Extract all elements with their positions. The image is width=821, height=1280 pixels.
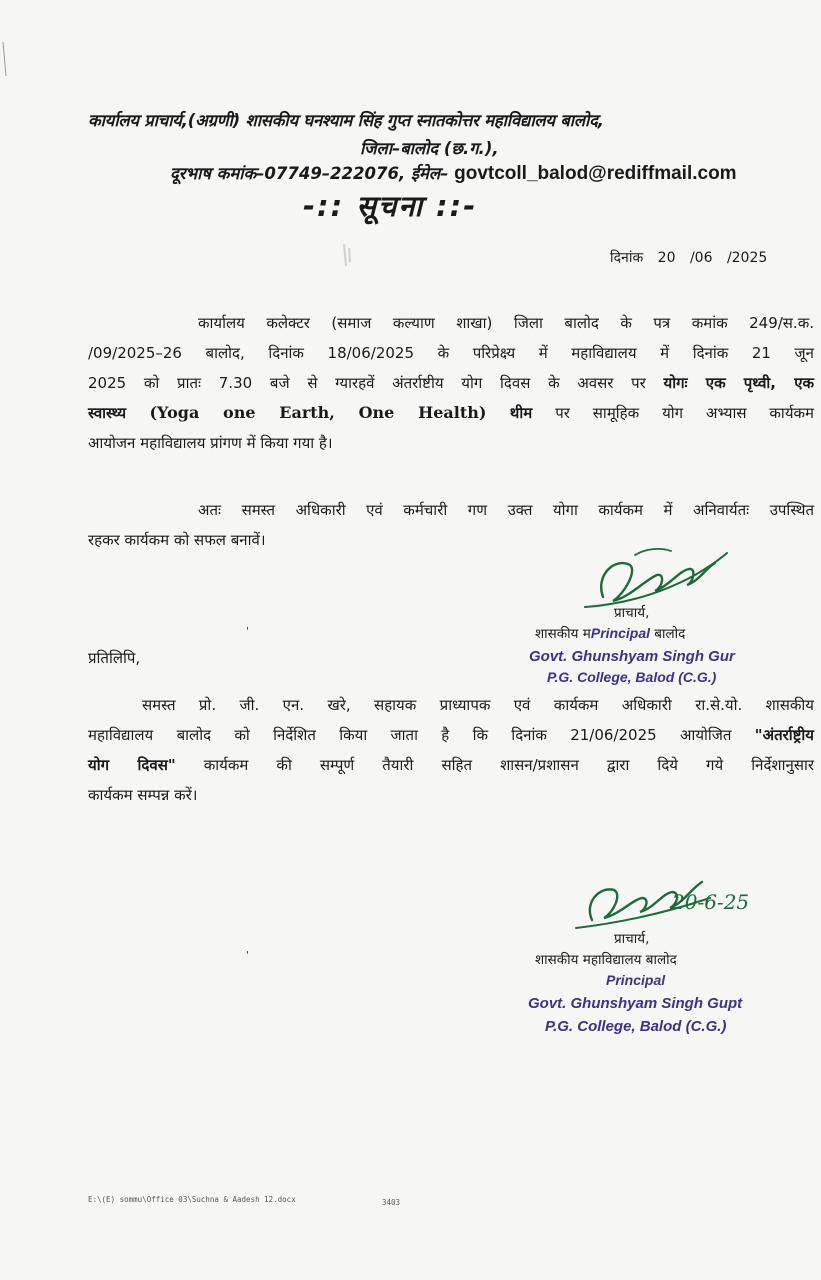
stray-mark: ' (246, 626, 249, 637)
corner-mark (0, 40, 12, 80)
para1-line: आयोजन महाविद्यालय प्रांगण में किया गया है। (88, 434, 333, 452)
para1-text: 2025 को प्रातः 7.30 बजे से ग्यारहवें अंतर्राष्टीय योग दिवस के अवसर पर (88, 374, 664, 392)
notice-date (610, 248, 767, 267)
copy-text: महाविद्यालय बालोद को निर्देशित किया जाता है कि दिनांक 21/06/2025 आयोजित (88, 726, 755, 744)
office-header-line1: कार्यालय प्राचार्य,(अग्रणी) शासकीय घनश्याम सिंह गुप्त स्नातकोत्तर महाविद्यालय बालोद, (88, 111, 604, 130)
yoga-day-bold: योग दिवस" (88, 756, 176, 774)
stamp-principal-1: Principal (590, 625, 651, 641)
copy-line: समस्त प्रो. जी. एन. खरे, सहायक प्राध्यापक एवं कार्यकम अधिकारी रा.से.यो. शासकीय (142, 696, 814, 714)
org-prefix: शासकीय म (535, 626, 591, 642)
signature2-org: शासकीय महाविद्यालय बालोद (535, 952, 677, 968)
yoga-theme-hindi-cont: स्वास्थ्य (88, 404, 150, 422)
stamp-line2-1: P.G. College, Balod (C.G.) (547, 669, 717, 685)
copy-line: कार्यकम सम्पन्न करें। (88, 786, 198, 804)
signature2-title: प्राचार्य, (614, 931, 650, 947)
para1-line: कार्यालय कलेक्टर (समाज कल्याण शाखा) जिला बालोद के पत्र कमांक 249/स.क. (198, 314, 814, 332)
copy-text: कार्यकम की सम्पूर्ण तैयारी सहित शासन/प्रशासन द्वारा दिये गये निर्देशानुसार (175, 756, 814, 774)
stray-mark: ' (246, 950, 249, 961)
office-header-line2: जिला–बालोद (छ.ग.), (360, 139, 499, 158)
para1-line (88, 368, 814, 398)
footer-page-number: 3403 (382, 1198, 401, 1207)
copy-paragraph (88, 690, 814, 810)
footer-file-path: E:\(E) sommu\Office 03\Suchna & Aadesh 12.docx (88, 1195, 296, 1204)
org-suffix: बालोद (650, 626, 686, 642)
date-label: दिनांक (610, 250, 644, 266)
date-day: 20 (657, 250, 676, 266)
phone-text: दूरभाष कमांक–07749–222076, ईमेल– (170, 164, 455, 183)
para1-text: पर सामूहिक योग अभ्यास कार्यकम (532, 404, 815, 422)
email-text: govtcoll_balod@rediffmail.com (454, 163, 737, 184)
stamp-principal-2: Principal (606, 972, 666, 988)
date-year: /2025 (726, 250, 768, 266)
para1-line: /09/2025–26 बालोद, दिनांक 18/06/2025 के परिप्रेक्ष्य में महाविद्यालय में दिनांक 21 जून (88, 344, 814, 362)
principal-signature-1 (575, 535, 735, 625)
para1-line (88, 398, 814, 428)
para2-line: रहकर कार्यकम को सफल बनावें। (88, 531, 266, 549)
copy-heading: प्रतिलिपि, (88, 649, 141, 667)
stamp-line1-2: Govt. Ghunshyam Singh Gupt (528, 995, 743, 1012)
yoga-theme-hindi: योगः एक पृथ्वी, एक (663, 374, 815, 392)
yoga-theme-english: (Yoga one Earth, One Health) (149, 403, 487, 422)
notice-paragraph-1 (88, 308, 814, 458)
intl-day-bold: "अंतर्राष्ट्रीय (754, 726, 814, 744)
smudge-mark (338, 240, 356, 268)
office-contact-line (170, 161, 737, 185)
notice-title: -:: सूचना ::- (303, 189, 478, 223)
theme-word: थीम (486, 404, 533, 422)
copy-line (88, 720, 814, 750)
stamp-line2-2: P.G. College, Balod (C.G.) (545, 1018, 727, 1035)
handwritten-date: 20-6-25 (672, 890, 750, 914)
signature1-org (535, 624, 685, 642)
stamp-line1-1: Govt. Ghunshyam Singh Gur (529, 648, 735, 665)
copy-line (88, 750, 814, 780)
para2-line: अतः समस्त अधिकारी एवं कर्मचारी गण उक्त योगा कार्यकम में अनिवार्यतः उपस्थित (198, 501, 814, 519)
date-month: /06 (689, 250, 713, 266)
signature1-title: प्राचार्य, (614, 605, 650, 621)
